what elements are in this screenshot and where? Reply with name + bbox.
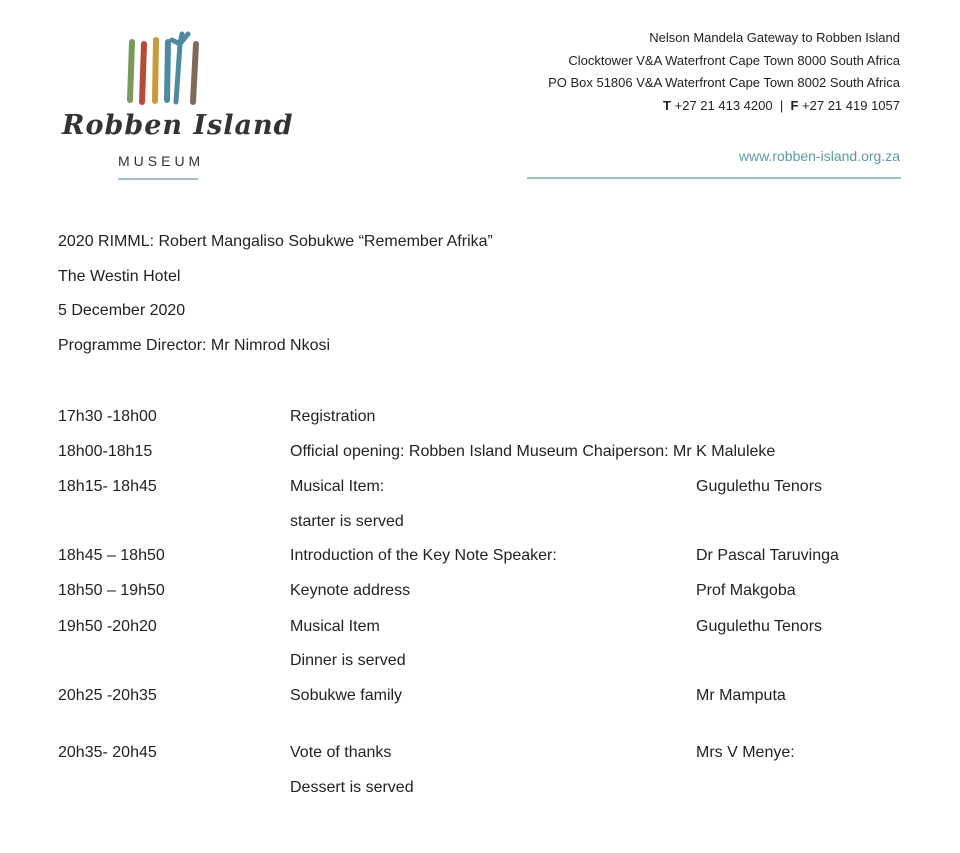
item-cell: Dessert is served [290, 779, 414, 796]
who-cell: Gugulethu Tenors [696, 478, 823, 495]
time-cell: 18h00-18h15 [58, 443, 153, 460]
item-cell: Sobukwe family [290, 687, 403, 704]
who-cell: Mrs V Menye: [696, 744, 795, 761]
fax-label: F [790, 97, 799, 113]
who-cell: Prof Makgoba [696, 582, 796, 599]
who-cell: Dr Pascal Taruvinga [696, 547, 839, 564]
logo-name: Robben Island [62, 110, 294, 141]
item-cell: starter is served [290, 513, 404, 530]
time-cell: 18h45 – 18h50 [58, 547, 165, 564]
tel-number: +27 21 413 4200 [674, 97, 773, 113]
fax-number: +27 21 419 1057 [802, 97, 900, 113]
tel-label: T [663, 97, 671, 113]
event-title: 2020 RIMML: Robert Mangaliso Sobukwe “Remember Afrika” [58, 233, 493, 250]
item-cell: Dinner is served [290, 652, 406, 669]
time-cell: 19h50 -20h20 [58, 618, 157, 635]
item-cell: Musical Item: [290, 478, 385, 495]
item-cell: Musical Item [290, 618, 380, 635]
programme-director: Programme Director: Mr Nimrod Nkosi [58, 336, 331, 354]
contact-line-2: Clocktower V&A Waterfront Cape Town 8000 South Africa [568, 52, 900, 68]
time-cell: 18h50 – 19h50 [58, 582, 165, 599]
item-cell: Keynote address [290, 582, 411, 599]
item-cell: Introduction of the Key Note Speaker: [290, 547, 557, 564]
who-cell: Mr Mamputa [696, 687, 786, 704]
event-date: 5 December 2020 [58, 302, 186, 319]
time-cell: 18h15- 18h45 [58, 478, 157, 495]
item-cell: Official opening: Robben Island Museum Chaiperson: Mr K Maluleke [290, 443, 776, 460]
item-cell: Registration [290, 408, 376, 425]
logo-subtitle: MUSEUM [118, 153, 205, 169]
item-cell: Vote of thanks [290, 744, 392, 761]
contact-line-1: Nelson Mandela Gateway to Robben Island [649, 30, 900, 45]
time-cell: 17h30 -18h00 [58, 408, 157, 425]
time-cell: 20h35- 20h45 [58, 744, 157, 761]
contact-separator: | [779, 97, 784, 113]
time-cell: 20h25 -20h35 [58, 687, 157, 704]
contact-line-3: PO Box 51806 V&A Waterfront Cape Town 8002 South Africa [548, 75, 900, 90]
event-venue: The Westin Hotel [58, 267, 181, 285]
who-cell: Gugulethu Tenors [696, 618, 823, 635]
website-link[interactable]: www.robben-island.org.za [738, 148, 900, 164]
